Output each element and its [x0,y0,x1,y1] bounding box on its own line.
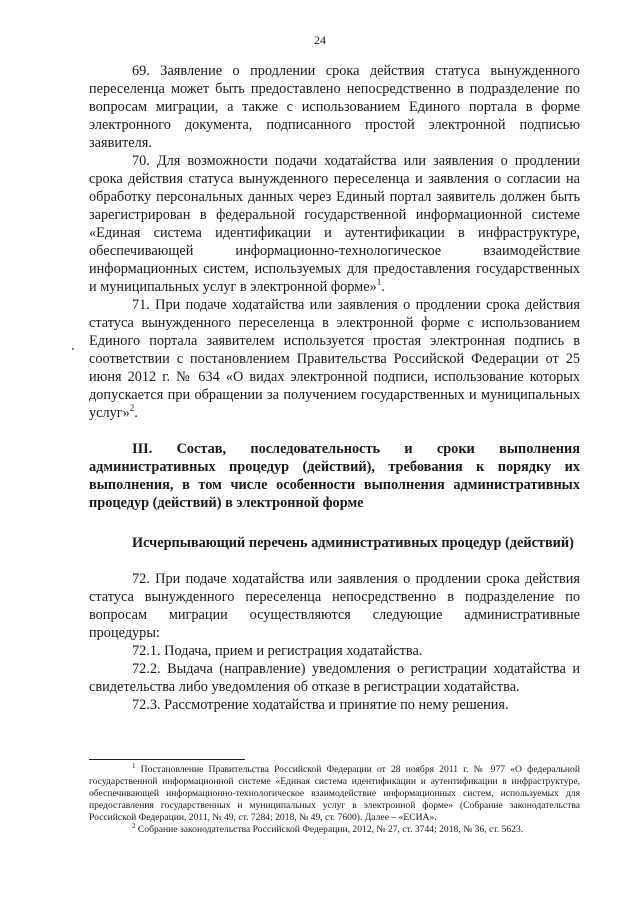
paragraph-71: 71. При подаче ходатайства или заявления о продлении срока действия статуса вынужденного переселенца в электронной форме с использованием Единого портала заявителем используется простая электронная подпись в соответствии с постановлением Правительства Российской Федерации от 25 июня 2012 г. № 634 «О видах электронной подписи, использование которых допускается при обращении за получением государственных и муниципальных услуг»$^2$. [89,297,580,421]
section-heading: III. Состав, последовательность и сроки выполнения административных процедур (действий), требования к порядку их выполнения, в том числе особенности выполнения административных процедур (действий) в электронной форме [89,441,580,511]
page-number: 24 [314,33,326,47]
footnote-ref-1: 1 [376,277,382,288]
footnote-mark-1: 1 [132,761,136,770]
procedure-item-72-1: 72.1. Подача, прием и регистрация ходатайства. [132,643,423,659]
procedure-item-72-3: 72.3. Рассмотрение ходатайства и принятие по нему решения. [132,697,509,713]
procedure-item-72-2: 72.2. Выдача (направление) уведомления о регистрации ходатайства и свидетельства либо уведомления об отказе в регистрации ходатайства. [89,661,580,695]
spacer [89,552,580,570]
footnote-separator [89,759,245,760]
paragraph-70-text: 70. Для возможности подачи ходатайства или заявления о продлении срока действия статуса вынужденного переселенца и заявления о согласии на обработку персональных данных через Единый портал заявитель должен быть зарегистрирован в федеральной государственной информационной системе «Единая система идентификации и аутентификации в инфраструктуре, обеспечивающей информационно-технологическое взаимодействие информационных систем, используемых для предоставления государственных и муниципальных услуг в электронной форме» [89,153,580,295]
subsection-heading: Исчерпывающий перечень административных процедур (действий) [132,535,574,551]
footnote-1 [89,761,580,824]
main-content [89,62,580,714]
footnote-2 [89,821,580,836]
paragraph-70: 70. Для возможности подачи ходатайства или заявления о продлении срока действия статуса вынужденного переселенца и заявления о согласии на обработку персональных данных через Единый портал заявитель должен быть зарегистрирован в федеральной государственной информационной системе «Единая система идентификации и аутентификации в инфраструктуре, обеспечивающей информационно-технологическое взаимодействие информационных систем, используемых для предоставления государственных и муниципальных услуг в электронной форме»$^1$. [89,153,580,295]
footnote-ref-2: 2 [129,403,135,414]
scan-speck [72,348,74,350]
spacer [89,422,580,440]
spacer [89,512,580,534]
paragraph-69: 69. Заявление о продлении срока действия статуса вынужденного переселенца может быть предоставлено непосредственно в подразделение по вопросам миграции, а также с использованием Единого портала в форме электронного документа, подписанного простой электронной подписью заявителя. [89,63,580,151]
footnotes [89,761,580,836]
footnote-1-text: Постановление Правительства Российской Федерации от 28 ноября 2011 г. № 977 «О федеральной государственной информационной системе «Единая система идентификации и аутентификации в инфраструктуре, обеспечивающей информационно-технологическое взаимодействие информационных систем, используемых для предоставления государственных и муниципальных услуг в электронной форме» (Собрание законодательства Российской Федерации, 2011, № 49, ст. 7284; 2018, № 49, ст. 7600). Далее – «ЕСИА». [89,764,580,823]
footnote-2-text: Собрание законодательства Российской Федерации, 2012, № 27, ст. 3744; 2018, № 36, ст. 5623. [135,824,524,835]
paragraph-72: 72. При подаче ходатайства или заявления о продлении срока действия статуса вынужденного переселенца непосредственно в подразделение по вопросам миграции осуществляются следующие административные процедуры: [89,571,580,641]
footnote-mark-2: 2 [132,821,136,830]
paragraph-71-text: 71. При подаче ходатайства или заявления о продлении срока действия статуса вынужденного переселенца в электронной форме с использованием Единого портала заявителем используется простая электронная подпись в соответствии с постановлением Правительства Российской Федерации от 25 июня 2012 г. № 634 «О видах электронной подписи, использование которых допускается при обращении за получением государственных и муниципальных услуг» [89,297,580,421]
